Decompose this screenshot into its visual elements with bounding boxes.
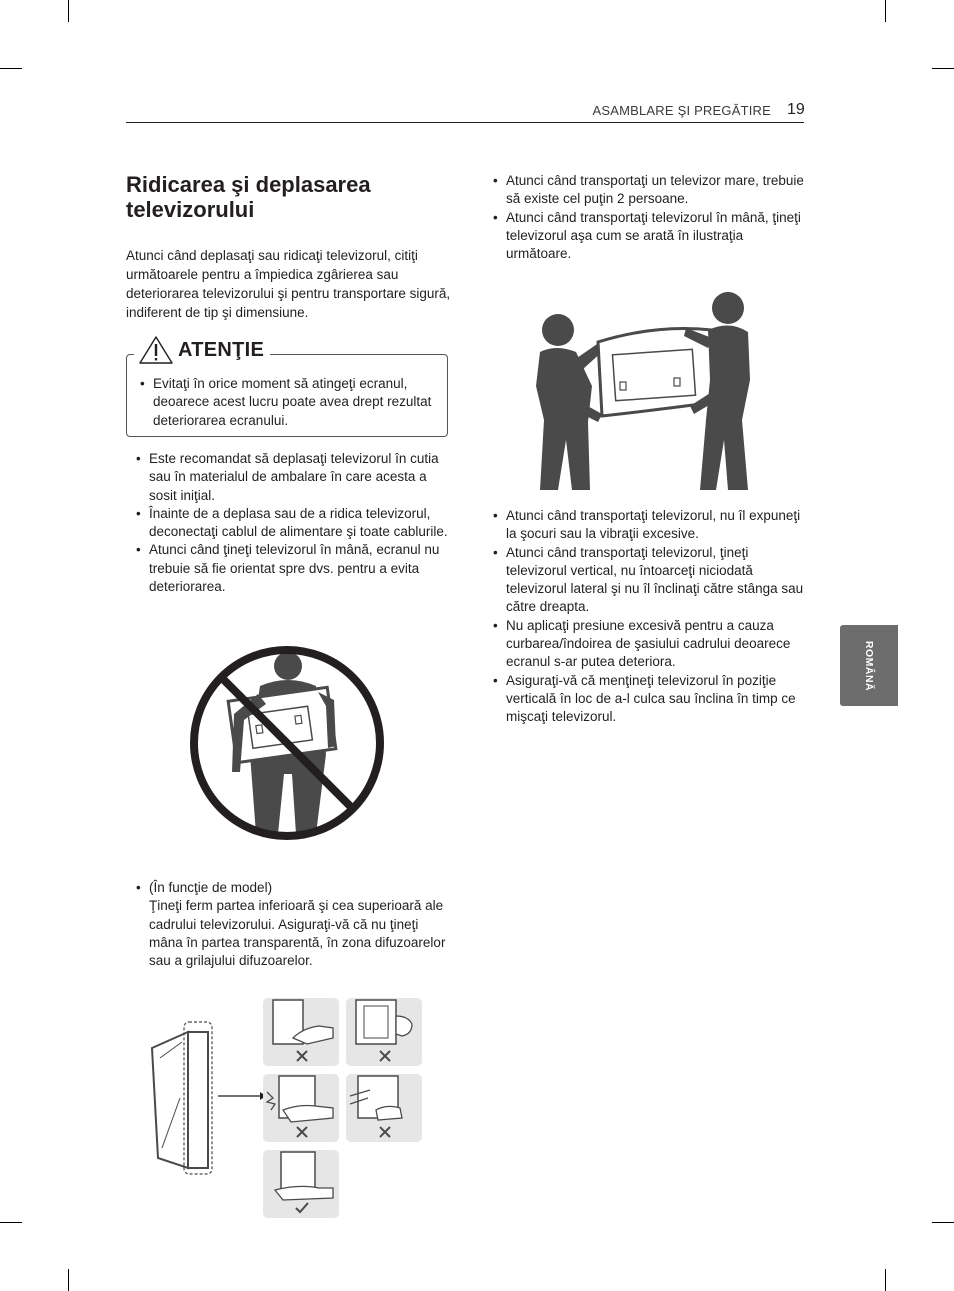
list-item: • Înainte de a deplasa sau de a ridica televizorul, deconectaţi cablul de alimentare şi toate cablurile. bbox=[136, 505, 451, 542]
list-item: • Atunci când transportaţi un televizor mare, trebuie să existe cel puţin 2 persoane. bbox=[493, 172, 808, 209]
grip-diagram-correct bbox=[263, 1150, 339, 1218]
list-item bbox=[136, 879, 451, 970]
grip-diagram-wrong bbox=[346, 1074, 422, 1142]
right-bullet-list-top bbox=[493, 172, 808, 263]
crop-mark bbox=[0, 1222, 22, 1223]
section-name: ASAMBLARE ŞI PREGĂTIRE bbox=[592, 103, 771, 118]
language-tab[interactable] bbox=[840, 625, 898, 706]
crop-mark bbox=[0, 68, 22, 69]
grip-diagram-wrong bbox=[263, 1074, 339, 1142]
model-note-list bbox=[136, 879, 451, 970]
grip-diagram-wrong bbox=[346, 998, 422, 1066]
list-item: • Atunci când transportaţi televizorul, ţineţi televizorul vertical, nu întoarceţi niciodată televizorul lateral şi nu îl înclinaţi către stânga sau către dreapta. bbox=[493, 544, 808, 617]
caution-title: ATENŢIE bbox=[178, 338, 265, 361]
list-item: • Nu aplicaţi presiune excesivă pentru a cauza curbarea/îndoirea de şasiului cadrului deoarece ecranul s-ar putea deteriora. bbox=[493, 617, 808, 672]
language-tab-label: ROMÂNĂ bbox=[863, 640, 875, 691]
left-bullet-list bbox=[136, 450, 451, 596]
list-item: • Atunci când transportaţi televizorul, nu îl expuneţi la şocuri sau la vibraţii excesive. bbox=[493, 507, 808, 544]
list-item: • Atunci când transportaţi televizorul în mână, ţineţi televizorul aşa cum se arată în ilustraţia următoare. bbox=[493, 209, 808, 264]
list-item: • Asiguraţi-vă că menţineţi televizorul în poziţie verticală în loc de a-l culca sau înclina în timp ce mişcaţi televizorul. bbox=[493, 672, 808, 727]
right-bullet-list-bottom bbox=[493, 507, 808, 727]
page-title: Ridicarea şi deplasarea televizorului bbox=[126, 172, 371, 222]
crop-mark bbox=[885, 1269, 886, 1291]
tv-side-view-illustration bbox=[148, 1018, 268, 1178]
list-item: • Atunci când ţineţi televizorul în mână, ecranul nu trebuie să fie orientat spre dvs. pentru a evita deteriorarea. bbox=[136, 541, 451, 596]
grip-diagram-wrong bbox=[263, 998, 339, 1066]
list-item: • Este recomandat să deplasaţi televizorul în cutia sau în materialul de ambalare în care acesta a sosit iniţial. bbox=[136, 450, 451, 505]
crop-mark bbox=[932, 68, 954, 69]
crop-mark bbox=[68, 1269, 69, 1291]
caution-item: • Evitaţi în orice moment să atingeţi ecranul, deoarece acest lucru poate avea drept rezultat deteriorarea ecranului. bbox=[140, 375, 440, 430]
header-rule bbox=[126, 122, 804, 123]
page-number: 19 bbox=[787, 101, 805, 118]
model-note-label: (În funcţie de model) bbox=[149, 880, 273, 895]
wrong-carry-illustration bbox=[188, 644, 386, 842]
caution-header bbox=[134, 332, 270, 368]
warning-triangle-icon bbox=[138, 335, 174, 365]
two-person-carry-illustration bbox=[536, 290, 752, 492]
crop-mark bbox=[885, 0, 886, 22]
intro-paragraph: Atunci când deplasaţi sau ridicaţi televizorul, citiţi următoarele pentru a împiedica zgârierea sau deteriorarea televizorului şi pentru transportare sigură, indiferent de tip şi dimensiune. bbox=[126, 248, 451, 320]
crop-mark bbox=[932, 1222, 954, 1223]
crop-mark bbox=[68, 0, 69, 22]
model-note-text: Ţineţi ferm partea inferioară şi cea superioară ale cadrului televizorului. Asiguraţi-vă că nu ţineţi mâna în partea transparentă, în zona difuzoarelor sau a grilajului difuzoarelor. bbox=[149, 898, 446, 969]
